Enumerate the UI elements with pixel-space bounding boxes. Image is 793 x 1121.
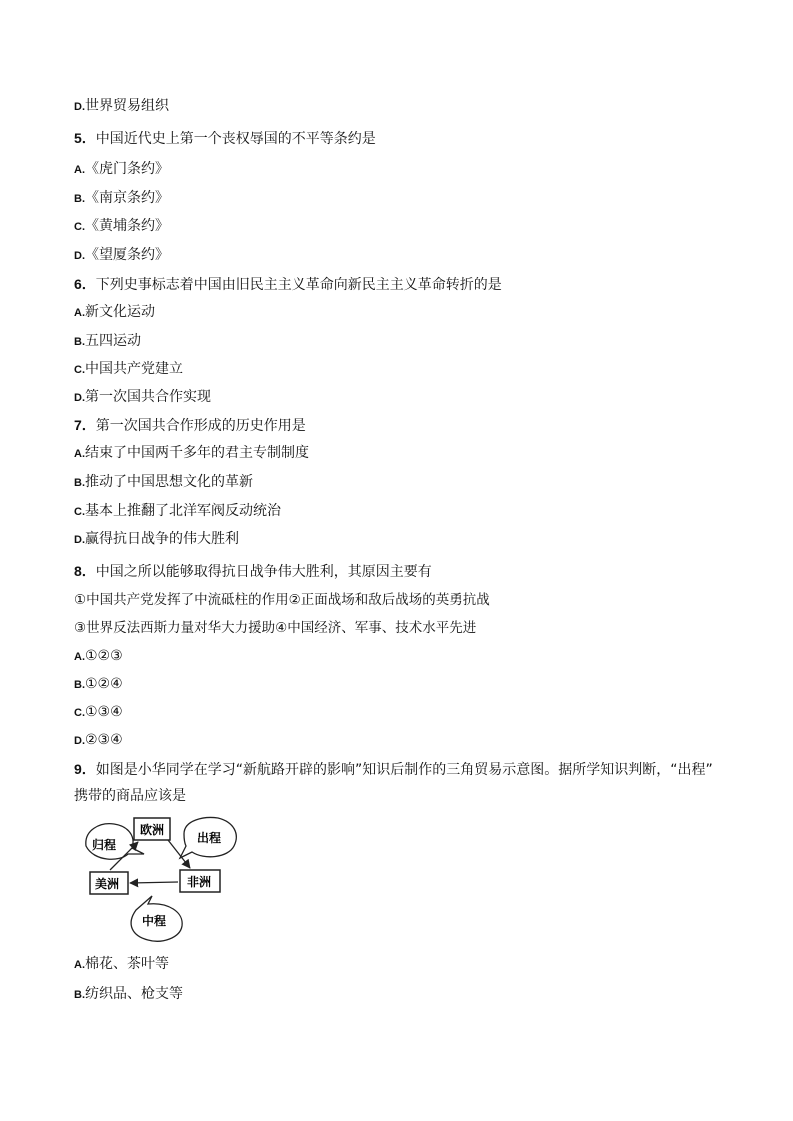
q6-option-c (74, 360, 183, 379)
q8-option-a (74, 647, 123, 666)
option-letter: B. (74, 477, 85, 489)
option-text: 《南京条约》 (85, 190, 169, 206)
q5-option-d (74, 246, 169, 265)
middle-label: 中程 (142, 914, 167, 928)
option-text: 赢得抗日战争的伟大胜利 (85, 531, 239, 547)
option-letter: C. (74, 364, 85, 376)
option-text: 棉花、茶叶等 (85, 956, 169, 972)
option-text: 纺织品、枪支等 (85, 986, 183, 1002)
option-letter: D. (74, 101, 85, 113)
option-letter: D. (74, 392, 85, 404)
question-text: 下列史事标志着中国由旧民主主义革命向新民主主义革命转折的是 (95, 277, 502, 293)
europe-box (134, 818, 170, 840)
q7-option-a (74, 444, 309, 463)
outbound-label: 出程 (197, 831, 222, 845)
option-text: 《望厦条约》 (85, 247, 169, 263)
option-text: 新文化运动 (85, 304, 155, 320)
question-6-stem (74, 275, 502, 294)
question-text: 中国之所以能够取得抗日战争伟大胜利，其原因主要有 (95, 564, 432, 580)
africa-label: 非洲 (187, 875, 212, 889)
option-text: ①②④ (85, 676, 123, 692)
q7-option-d (74, 530, 239, 549)
option-letter: C. (74, 707, 85, 719)
question-number: 7． (74, 417, 96, 433)
q5-option-b (74, 189, 169, 208)
americas-box (90, 872, 128, 894)
option-text: 结束了中国两千多年的君主专制制度 (85, 445, 309, 461)
option-text: 《黄埔条约》 (85, 218, 169, 234)
return-label: 归程 (92, 838, 117, 852)
option-letter: A. (74, 448, 85, 460)
question-9-stem-line-2: 携带的商品应该是 (74, 788, 186, 804)
option-letter: B. (74, 193, 85, 205)
option-letter: D. (74, 735, 85, 747)
q8-statement-line-2: ③世界反法西斯力量对华大力援助④中国经济、军事、技术水平先进 (74, 620, 477, 636)
q6-option-b (74, 332, 141, 351)
q5-option-a (74, 160, 169, 179)
question-5-stem (74, 129, 376, 148)
option-letter: D. (74, 534, 85, 546)
option-letter: C. (74, 221, 85, 233)
question-number: 6． (74, 276, 96, 292)
q9-option-b (74, 985, 183, 1004)
option-letter: A. (74, 959, 85, 971)
option-letter: B. (74, 989, 85, 1001)
arrow-africa-to-americas (130, 882, 178, 883)
option-letter: B. (74, 336, 85, 348)
question-9-stem-line-1 (74, 760, 713, 779)
option-text: ②③④ (85, 732, 123, 748)
middle-bubble (131, 896, 182, 941)
option-text: 世界贸易组织 (85, 98, 169, 114)
option-letter: D. (74, 250, 85, 262)
option-letter: A. (74, 651, 85, 663)
triangle-trade-diagram (80, 812, 250, 944)
q7-option-c (74, 502, 281, 521)
question-number: 8． (74, 563, 96, 579)
q8-statement-line-1: ①中国共产党发挥了中流砥柱的作用②正面战场和敌后战场的英勇抗战 (74, 592, 490, 608)
option-text: 《虎门条约》 (85, 161, 169, 177)
question-number: 9． (74, 761, 96, 777)
option-text: 五四运动 (85, 333, 141, 349)
question-text: 如图是小华同学在学习“新航路开辟的影响”知识后制作的三角贸易示意图。据所学知识判断，“出程” (95, 762, 713, 778)
q6-option-a (74, 303, 155, 322)
q8-option-d (74, 731, 123, 750)
option-text: 推动了中国思想文化的革新 (85, 474, 253, 490)
question-text: 第一次国共合作形成的历史作用是 (95, 418, 306, 434)
question-text: 中国近代史上第一个丧权辱国的不平等条约是 (95, 131, 376, 147)
africa-box (180, 870, 220, 892)
option-letter: B. (74, 679, 85, 691)
question-7-stem (74, 416, 306, 435)
option-letter: A. (74, 307, 85, 319)
q6-option-d (74, 388, 211, 407)
option-text: ①③④ (85, 704, 123, 720)
europe-label: 欧洲 (140, 823, 165, 837)
outbound-bubble (180, 818, 236, 858)
question-number: 5． (74, 130, 96, 146)
q9-option-a (74, 955, 169, 974)
option-text: 第一次国共合作实现 (85, 389, 211, 405)
q5-option-c (74, 217, 169, 236)
question-8-stem (74, 562, 432, 581)
q8-option-c (74, 703, 123, 722)
option-text: 基本上推翻了北洋军阀反动统治 (85, 503, 281, 519)
option-letter: C. (74, 506, 85, 518)
americas-label: 美洲 (95, 877, 120, 891)
option-text: 中国共产党建立 (85, 361, 183, 377)
q8-option-b (74, 675, 123, 694)
option-text: ①②③ (85, 648, 123, 664)
q4-option-d (74, 97, 169, 116)
q7-option-b (74, 473, 253, 492)
option-letter: A. (74, 164, 85, 176)
